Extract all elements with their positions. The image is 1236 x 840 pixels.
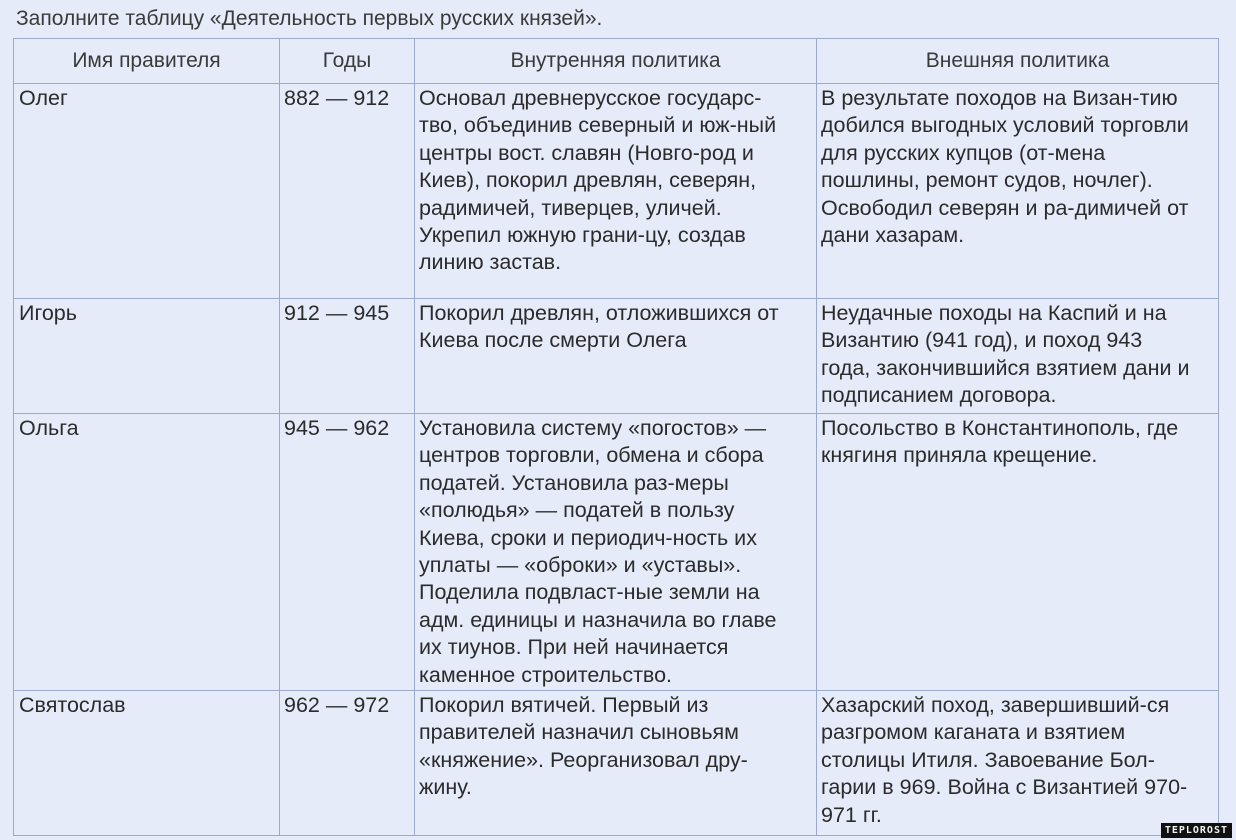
- years-cell: 882 — 912: [280, 84, 415, 299]
- header-domestic-policy: Внутренняя политика: [415, 39, 817, 84]
- years-cell: 945 — 962: [280, 414, 415, 691]
- foreign-policy-cell: [817, 414, 1219, 691]
- cell-line: правителей назначил сыновьям: [419, 720, 739, 745]
- cell-line: Установила систему «погостов» —: [419, 416, 767, 440]
- cell-line: каменное строительство.: [419, 662, 673, 687]
- header-years: Годы: [280, 39, 415, 84]
- cell-line: Укрепил южную грани-цу, создав: [419, 223, 746, 248]
- cell-line: столицы Итиля. Завоевание Бол-: [821, 747, 1155, 772]
- cell-line: Хазарский поход, завершивший-ся: [821, 693, 1170, 717]
- cell-line: Византию (941 год), и поход 943: [821, 328, 1143, 353]
- cell-line: «полюдья» — податей в пользу: [419, 498, 735, 523]
- cell-line: гарии в 969. Война с Византией 970-: [821, 775, 1188, 800]
- cell-line: Киев), покорил древлян, северян,: [419, 168, 757, 193]
- table-row: [14, 84, 1219, 299]
- years-cell: 912 — 945: [280, 299, 415, 414]
- cell-line: их тиунов. При ней начинается: [419, 635, 729, 660]
- cell-line: Неудачные походы на Каспий и на: [821, 301, 1167, 325]
- cell-line: Основал древнерусское государс-: [419, 86, 762, 110]
- cell-line: добился выгодных условий торговли: [821, 113, 1189, 138]
- ruler-name-cell: Олег: [14, 84, 280, 299]
- site-watermark: TEPLOROST: [1161, 823, 1232, 838]
- cell-line: 971 гг.: [821, 802, 882, 827]
- cell-line: Посольство в Константинополь, где: [821, 416, 1179, 440]
- cell-line: подписанием договора.: [821, 383, 1057, 408]
- cell-line: пошлины, ремонт судов, ночлег).: [821, 168, 1153, 193]
- cell-line: В результате походов на Визан-тию: [821, 86, 1178, 110]
- cell-line: года, закончившийся взятием дани и: [821, 355, 1190, 380]
- cell-line: жину.: [419, 775, 472, 800]
- cell-line: линию застав.: [419, 250, 562, 275]
- domestic-policy-cell: [415, 414, 817, 691]
- ruler-name-cell: Игорь: [14, 299, 280, 414]
- domestic-policy-cell: [415, 84, 817, 299]
- ruler-name-cell: Святослав: [14, 691, 280, 836]
- cell-line: Поделила подвласт-ные земли на: [419, 580, 760, 605]
- cell-line: разгромом каганата и взятием: [821, 720, 1126, 745]
- cell-line: податей. Установила раз-меры: [419, 470, 729, 495]
- cell-line: Освободил северян и ра-димичей от: [821, 195, 1189, 220]
- cell-line: для русских купцов (от-мена: [821, 140, 1106, 165]
- table-row: [14, 299, 1219, 414]
- table-row: [14, 691, 1219, 836]
- foreign-policy-cell: [817, 299, 1219, 414]
- years-cell: 962 — 972: [280, 691, 415, 836]
- header-ruler-name: Имя правителя: [14, 39, 280, 84]
- cell-line: Киева после смерти Олега: [419, 328, 687, 353]
- cell-line: центры вост. славян (Новго-род и: [419, 140, 754, 165]
- cell-line: тво, объединив северный и юж-ный: [419, 113, 777, 138]
- cell-line: уплаты — «оброки» и «уставы».: [419, 553, 742, 578]
- cell-line: Покорил древлян, отложившихся от: [419, 301, 779, 325]
- header-foreign-policy: Внешняя политика: [817, 39, 1219, 84]
- cell-line: центров торговли, обмена и сбора: [419, 443, 764, 468]
- domestic-policy-cell: [415, 299, 817, 414]
- domestic-policy-cell: [415, 691, 817, 836]
- foreign-policy-cell: [817, 691, 1219, 836]
- cell-line: радимичей, тиверцев, уличей.: [419, 195, 722, 220]
- table-row: [14, 414, 1219, 691]
- cell-line: дани хазарам.: [821, 223, 965, 248]
- cell-line: адм. единицы и назначила во главе: [419, 607, 777, 632]
- cell-line: «княжение». Реорганизовал дру-: [419, 747, 748, 772]
- cell-line: Киева, сроки и периодич-ность их: [419, 525, 757, 550]
- foreign-policy-cell: [817, 84, 1219, 299]
- ruler-name-cell: Ольга: [14, 414, 280, 691]
- cell-line: Покорил вятичей. Первый из: [419, 693, 709, 717]
- princes-table: [13, 38, 1219, 836]
- cell-line: княгиня приняла крещение.: [821, 443, 1098, 468]
- table-caption: Заполните таблицу «Деятельность первых русских князей».: [16, 7, 603, 30]
- table-header-row: [14, 39, 1219, 84]
